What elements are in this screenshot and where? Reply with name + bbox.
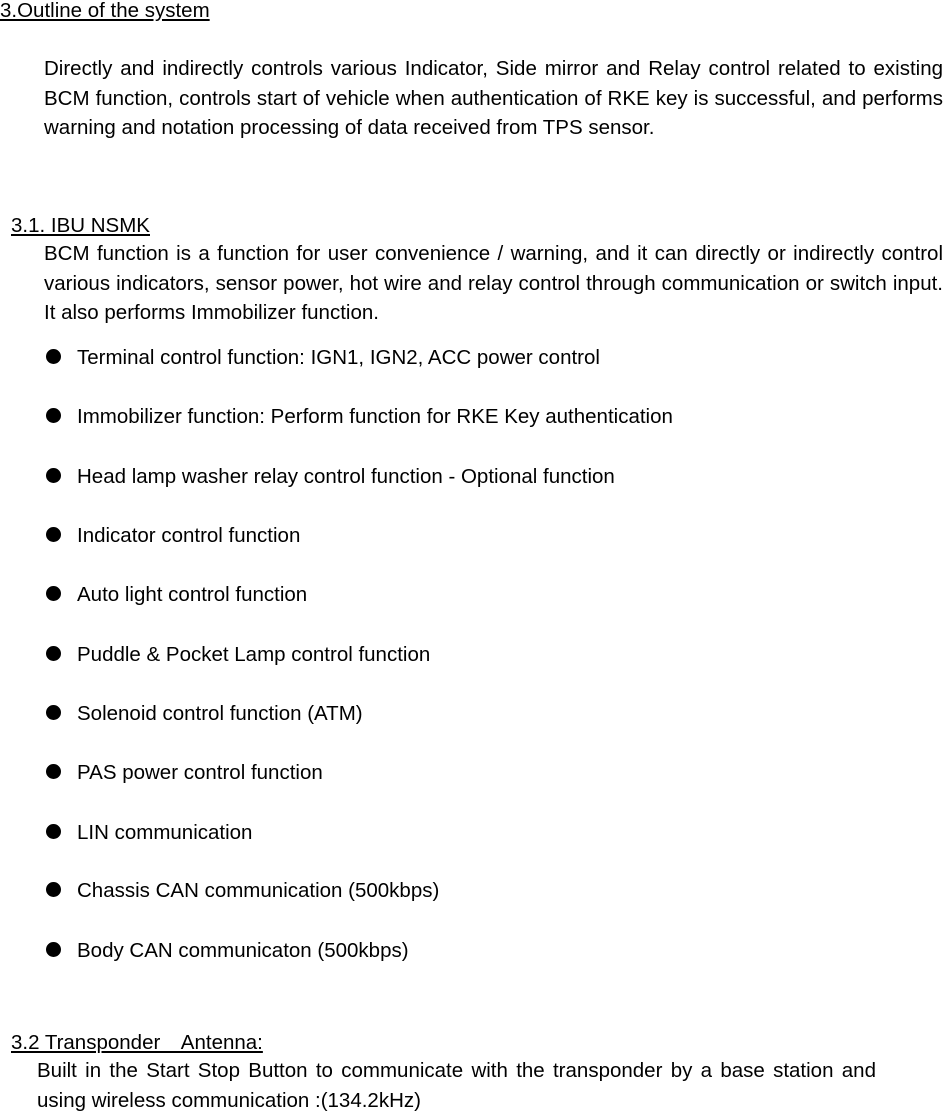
list-item-text: Head lamp washer relay control function - Optional function	[77, 465, 615, 488]
bullet-icon	[46, 586, 61, 601]
list-item	[46, 879, 439, 903]
section-3-1-heading: 3.1. IBU NSMK	[11, 214, 150, 237]
bullet-icon	[46, 942, 61, 957]
list-item	[46, 821, 252, 845]
section-3-2-heading: 3.2 Transponder Antenna:	[11, 1031, 263, 1054]
bullet-icon	[46, 764, 61, 779]
list-item	[46, 939, 409, 963]
list-item-text: Terminal control function: IGN1, IGN2, ACC power control	[77, 346, 600, 369]
bullet-icon	[46, 646, 61, 661]
list-item-text: Solenoid control function (ATM)	[77, 702, 363, 725]
list-item-text: Puddle & Pocket Lamp control function	[77, 643, 431, 666]
list-item-text: PAS power control function	[77, 761, 323, 784]
list-item-text: Body CAN communicaton (500kbps)	[77, 939, 409, 962]
list-item	[46, 702, 363, 726]
list-item-text: Indicator control function	[77, 524, 301, 547]
section-3-heading: 3.Outline of the system	[0, 0, 210, 22]
section-3-2-paragraph: Built in the Start Stop Button to communicate with the transponder by a base station and using wireless communication :(134.2kHz)	[37, 1059, 876, 1112]
list-item	[46, 524, 300, 548]
bullet-icon	[46, 408, 61, 423]
list-item-text: Auto light control function	[77, 583, 308, 606]
list-item	[46, 405, 673, 429]
list-item	[46, 583, 307, 607]
bullet-icon	[46, 349, 61, 364]
bullet-icon	[46, 824, 61, 839]
list-item-text: LIN communication	[77, 821, 253, 844]
bullet-icon	[46, 468, 61, 483]
list-item-text: Immobilizer function: Perform function for RKE Key authentication	[77, 405, 673, 428]
section-3-paragraph: Directly and indirectly controls various Indicator, Side mirror and Relay control related to existing BCM function, controls start of vehicle when authentication of RKE key is successful, and performs warning and notation processing of data received from TPS sensor.	[44, 57, 943, 140]
bullet-icon	[46, 527, 61, 542]
section-3-1-paragraph: BCM function is a function for user convenience / warning, and it can directly or indirectly control various indicators, sensor power, hot wire and relay control through communication or switch input. It also performs Immobilizer function.	[44, 242, 943, 325]
bullet-icon	[46, 882, 61, 897]
list-item-text: Chassis CAN communication (500kbps)	[77, 879, 440, 902]
list-item	[46, 346, 600, 370]
list-item	[46, 465, 615, 489]
list-item	[46, 761, 323, 785]
bullet-icon	[46, 705, 61, 720]
list-item	[46, 643, 430, 667]
